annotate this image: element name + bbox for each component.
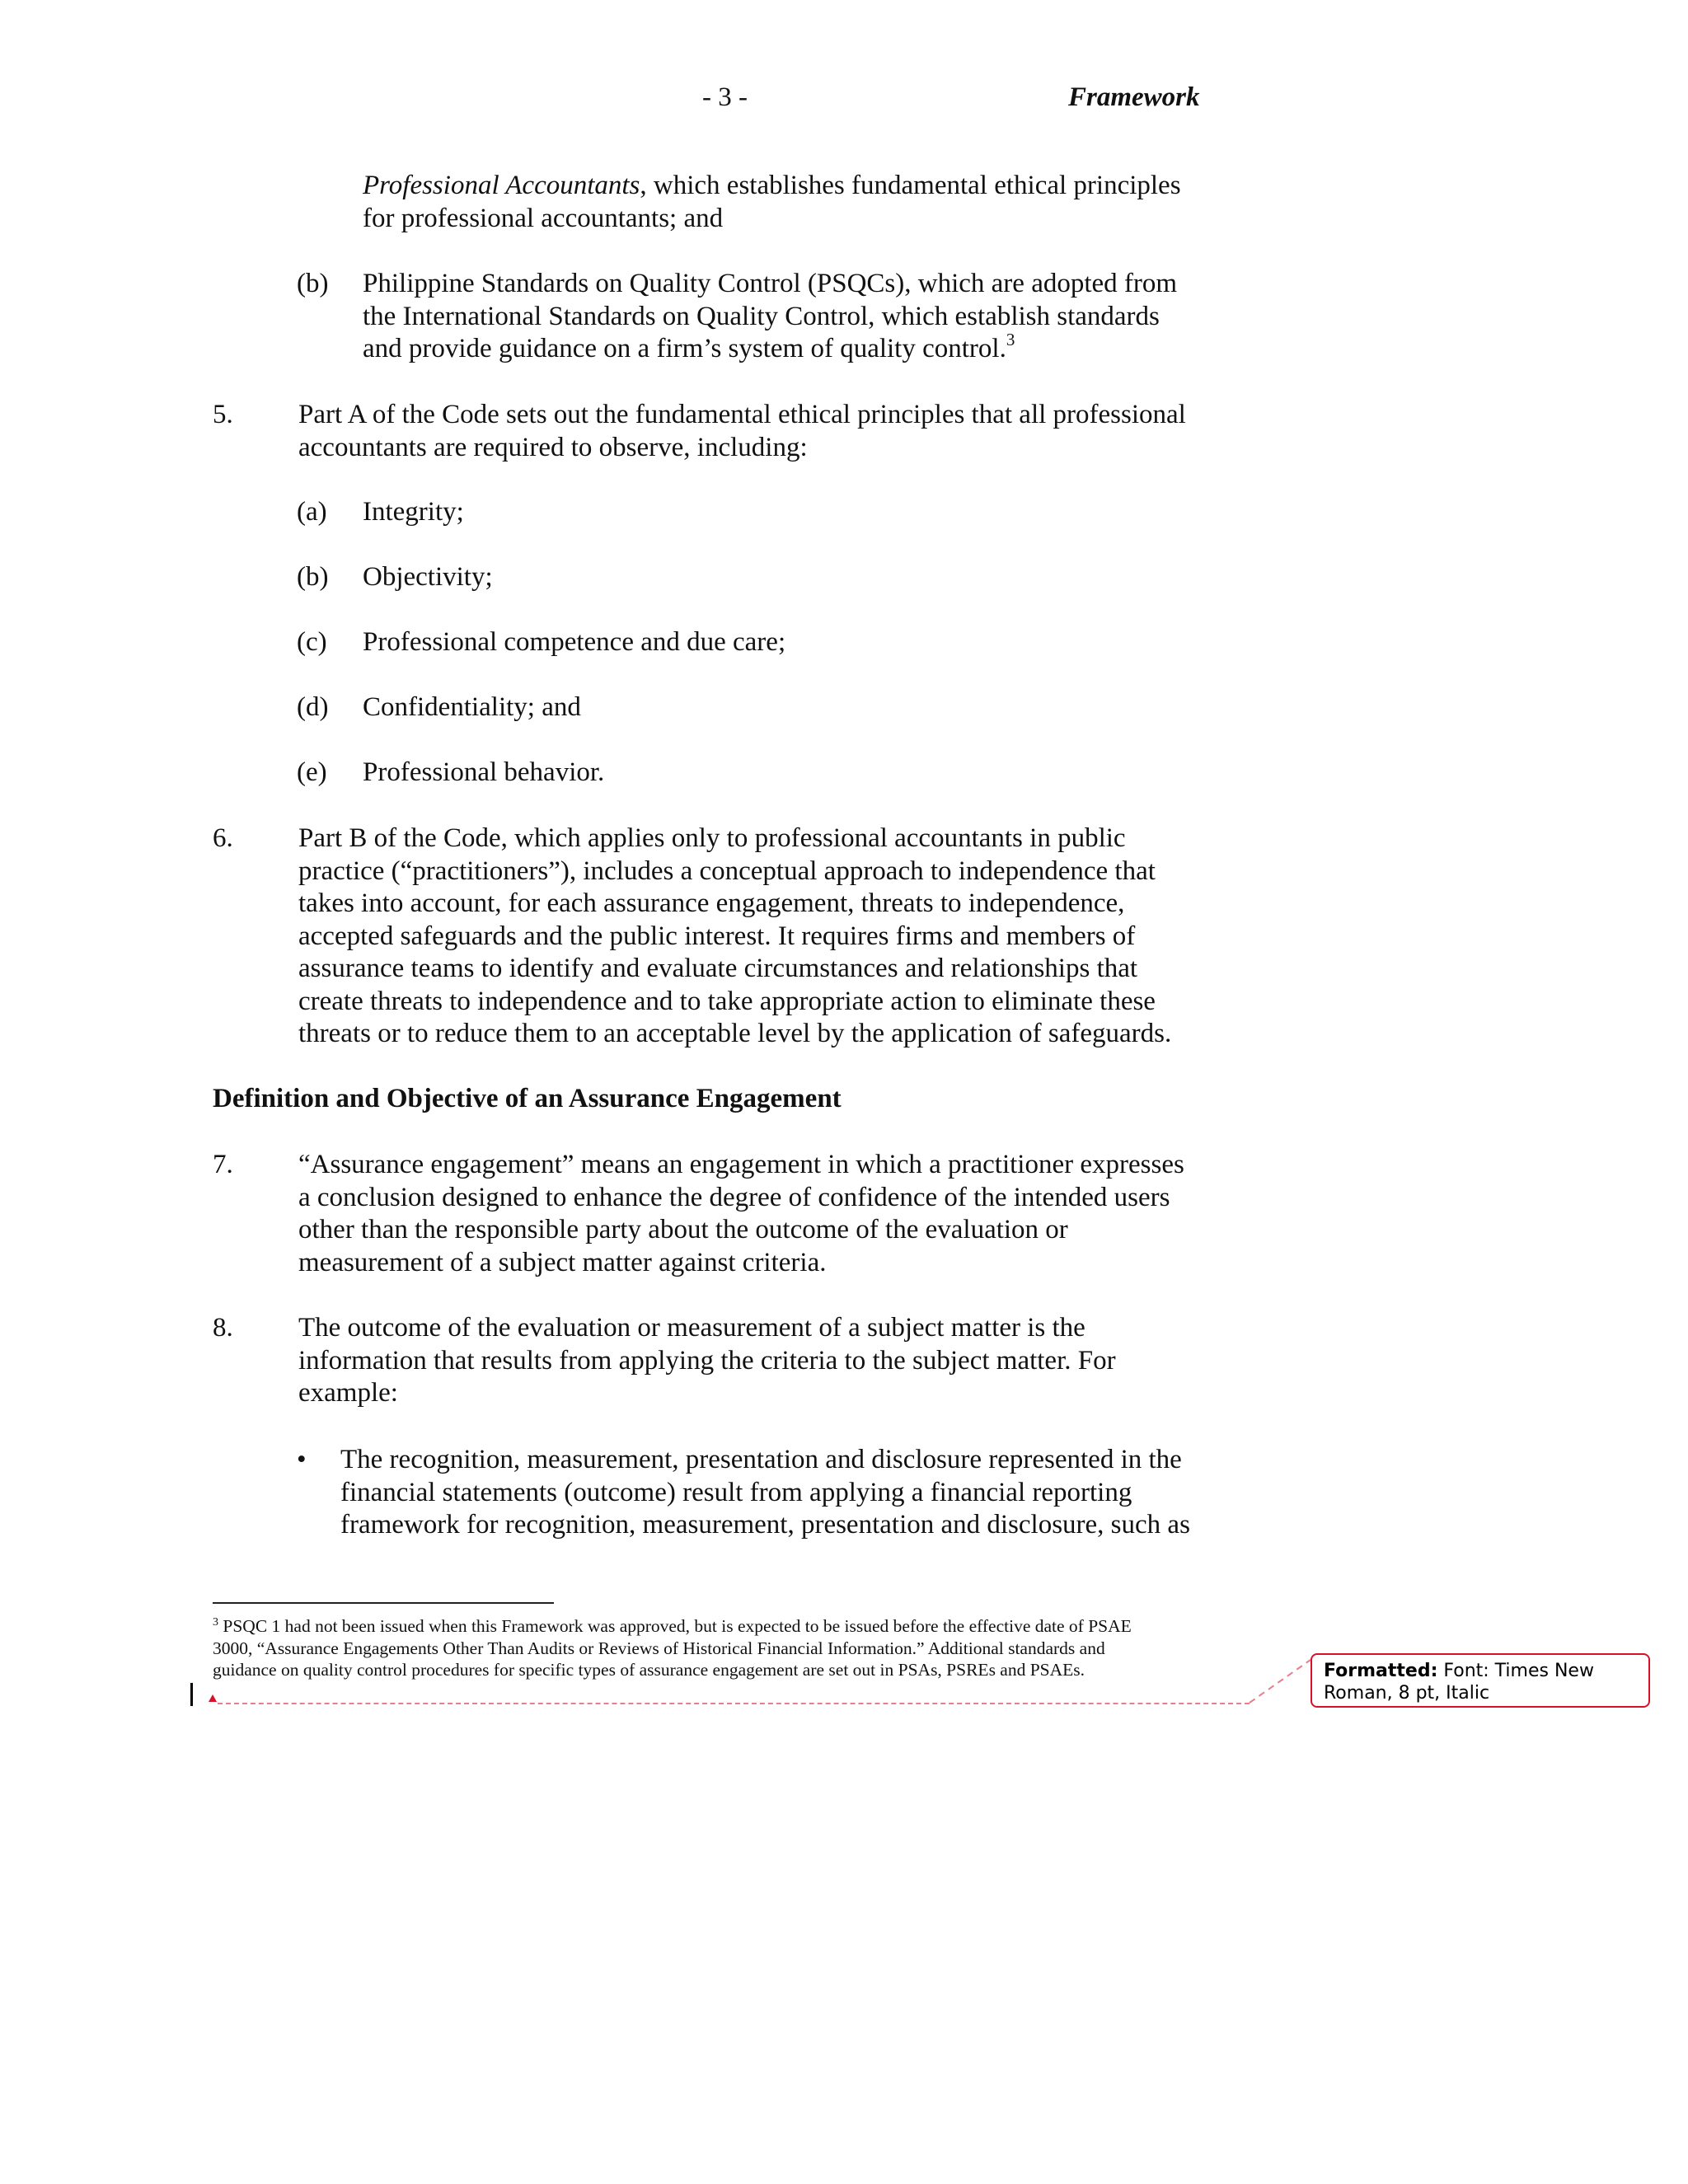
para5-number: 5. bbox=[213, 400, 233, 429]
list-item-marker: (e) bbox=[297, 757, 327, 787]
list-item-text: Objectivity; bbox=[363, 562, 493, 592]
text-cursor bbox=[190, 1683, 193, 1706]
balloon-label: Formatted: bbox=[1324, 1661, 1438, 1681]
comment-leader-line bbox=[218, 1703, 1250, 1704]
footnote-separator bbox=[213, 1602, 554, 1604]
section-heading: Definition and Objective of an Assurance Engagement bbox=[213, 1084, 842, 1113]
footnote-marker: 3 bbox=[213, 1616, 218, 1629]
list-item-text: Confidentiality; and bbox=[363, 692, 581, 722]
item4b-text: Philippine Standards on Quality Control (PSQCs), which are adopted from the International Standards on Quality Control, which establish standards and provide guidance on a firm’s system of quality control.$^3$ bbox=[363, 269, 1178, 363]
para8-text: The outcome of the evaluation or measurement of a subject matter is the information that results from applying the criteria to the subject matter. For example: bbox=[298, 1313, 1116, 1408]
bullet-text: The recognition, measurement, presentation and disclosure represented in the financial statements (outcome) result from applying a financial reporting framework for recognition, measurement, presentation and disclosure, such as bbox=[340, 1445, 1190, 1540]
comment-anchor-icon[interactable] bbox=[209, 1694, 217, 1702]
item4a-line1: Professional Accountants, which establishes fundamental ethical principles bbox=[363, 171, 1181, 200]
para6-text: Part B of the Code, which applies only to professional accountants in public practice (“practitioners”), includes a conceptual approach to independence that takes into account, for each assurance engagement, threats to independence, accepted safeguards and the public interest. It requires firms and members of assurance teams to identify and evaluate circumstances and relationships that create threats to independence and to take appropriate action to eliminate these threats or to reduce them to an acceptable level by the application of safeguards. bbox=[298, 823, 1172, 1048]
list-item-text: Professional competence and due care; bbox=[363, 627, 786, 657]
list-item-text: Professional behavior. bbox=[363, 757, 605, 787]
list-item-text: Integrity; bbox=[363, 497, 464, 527]
item4a-line2: for professional accountants; and bbox=[363, 203, 724, 233]
header-title: Framework bbox=[1068, 82, 1200, 112]
list-item-marker: (b) bbox=[297, 562, 329, 592]
footnote-reference[interactable]: 3 bbox=[1006, 330, 1015, 349]
para7-text: “Assurance engagement” means an engagement in which a practitioner expresses a conclusion designed to enhance the degree of confidence of the intended users other than the responsible party about the outcome of the evaluation or measurement of a subject matter against criteria. bbox=[298, 1150, 1184, 1277]
page-number: - 3 - bbox=[702, 82, 748, 112]
code-title-italic: Professional Accountants bbox=[363, 171, 640, 200]
para8-number: 8. bbox=[213, 1313, 233, 1343]
footnote: $^3$ PSQC 1 had not been issued when this Framework was approved, but is expected to be issued before the effective date of PSAE 3000, “Assurance Engagements Other Than Audits or Reviews of Historical Financial Information.” Additional standards and guidance on quality control procedures for specific types of assurance engagement are set out in PSAs, PSREs and PSAEs. bbox=[213, 1616, 1132, 1680]
formatting-comment-balloon[interactable]: Formatted: Font: Times New Roman, 8 pt, Italic bbox=[1311, 1653, 1650, 1708]
item4a-continuation bbox=[363, 170, 1181, 235]
bullet-marker: • bbox=[297, 1445, 307, 1474]
para6-number: 6. bbox=[213, 823, 233, 853]
list-item-marker: (c) bbox=[297, 627, 327, 657]
list-item-marker: (d) bbox=[297, 692, 329, 722]
comment-leader-diagonal bbox=[1245, 1648, 1319, 1706]
list-item-marker: (a) bbox=[297, 497, 327, 527]
para5-text: Part A of the Code sets out the fundamental ethical principles that all professional accountants are required to observe, including: bbox=[298, 400, 1186, 462]
item4b-marker: (b) bbox=[297, 269, 329, 298]
para7-number: 7. bbox=[213, 1150, 233, 1179]
